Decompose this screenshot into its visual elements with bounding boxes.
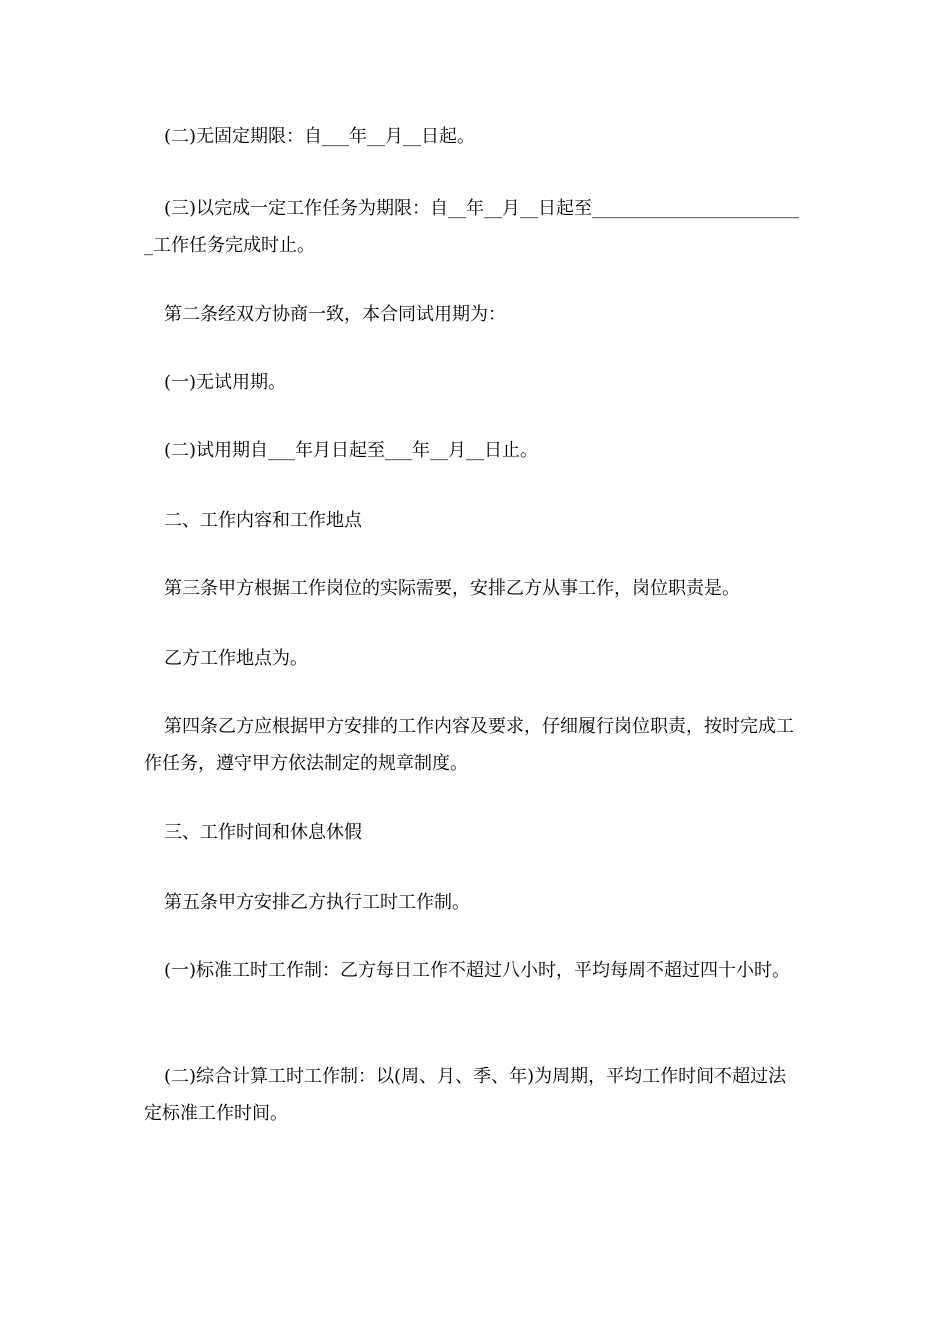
paragraph-term-task: (三)以完成一定工作任务为期限：自__年__月__日起至________________________工作任务完成时止。 bbox=[144, 198, 800, 256]
paragraph-article-2: 第二条经双方协商一致，本合同试用期为： bbox=[164, 304, 506, 325]
paragraph-work-location: 乙方工作地点为。 bbox=[164, 648, 308, 669]
paragraph-article-3: 第三条甲方根据工作岗位的实际需要，安排乙方从事工作，岗位职责是。 bbox=[164, 578, 740, 599]
paragraph-article-5: 第五条甲方安排乙方执行工时工作制。 bbox=[164, 892, 470, 913]
paragraph-term-no-fixed: (二)无固定期限：自___年__月__日起。 bbox=[164, 126, 476, 147]
paragraph-no-probation: (一)无试用期。 bbox=[164, 372, 287, 393]
section-heading-work-content: 二、工作内容和工作地点 bbox=[164, 510, 362, 531]
paragraph-article-4: 第四条乙方应根据甲方安排的工作内容及要求，仔细履行岗位职责，按时完成工作任务，遵守甲方依法制定的规章制度。 bbox=[144, 716, 794, 774]
section-heading-work-hours: 三、工作时间和休息休假 bbox=[164, 822, 362, 843]
paragraph-probation-period: (二)试用期自___年月日起至___年__月__日止。 bbox=[164, 440, 539, 461]
paragraph-standard-hours: (一)标准工时工作制：乙方每日工作不超过八小时，平均每周不超过四十小时。 bbox=[164, 960, 791, 981]
paragraph-comprehensive-hours: (二)综合计算工时工作制：以(周、月、季、年)为周期，平均工作时间不超过法定标准工作时间。 bbox=[144, 1066, 787, 1124]
